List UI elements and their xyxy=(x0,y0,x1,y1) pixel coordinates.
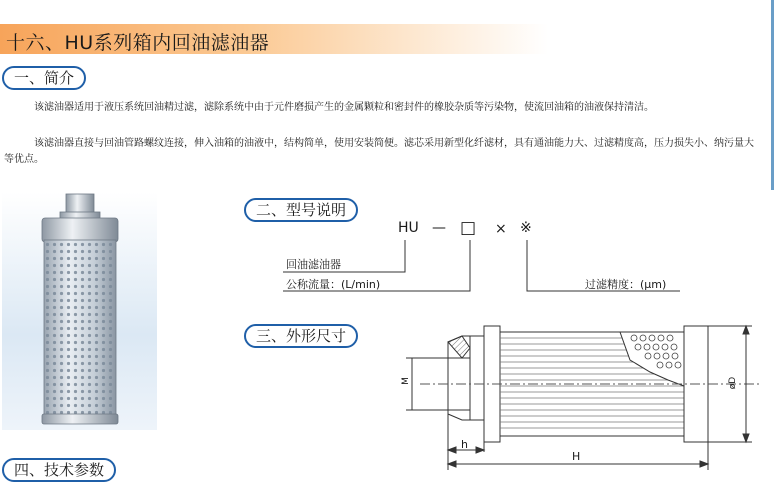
page-title: 十六、HU系列箱内回油滤油器 xyxy=(6,32,270,54)
intro-paragraph-2-text: 该滤油器直接与回油管路螺纹连接，伸入油箱的油液中，结构简单，使用安装简便。滤芯采用新型化纤滤材，具有通油能力大、过滤精度高，压力损失小、纳污量大等优点。 xyxy=(4,138,754,165)
label-filter-name: 回油滤油器 xyxy=(286,258,341,271)
intro-paragraph-1-text: 该滤油器适用于液压系统回油精过滤，滤除系统中由于元件磨损产生的金属颗粒和密封件的橡胶杂质等污染物，使流回油箱的油液保持清洁。 xyxy=(34,102,654,113)
section-heading-intro: 一、简介 xyxy=(2,66,86,90)
model-code-box: □ xyxy=(460,218,477,238)
section-heading-model: 二、型号说明 xyxy=(244,198,358,222)
label-filter-precision: 过滤精度：(μm) xyxy=(585,278,667,291)
section-heading-shape: 三、外形尺寸 xyxy=(244,324,358,348)
label-nominal-flow: 公称流量：(L/min) xyxy=(286,278,381,291)
dimension-label-m: M xyxy=(400,377,411,385)
model-code-prefix: HU xyxy=(398,220,419,236)
model-code-dash: — xyxy=(432,220,446,236)
dimension-label-h: h xyxy=(461,438,468,451)
section-heading-params: 四、技术参数 xyxy=(2,458,116,482)
model-code-times: × xyxy=(495,221,507,237)
model-code-mark: ※ xyxy=(520,220,532,236)
dimension-label-total-h: H xyxy=(572,450,581,463)
dimension-label-diameter: øD xyxy=(728,376,739,390)
